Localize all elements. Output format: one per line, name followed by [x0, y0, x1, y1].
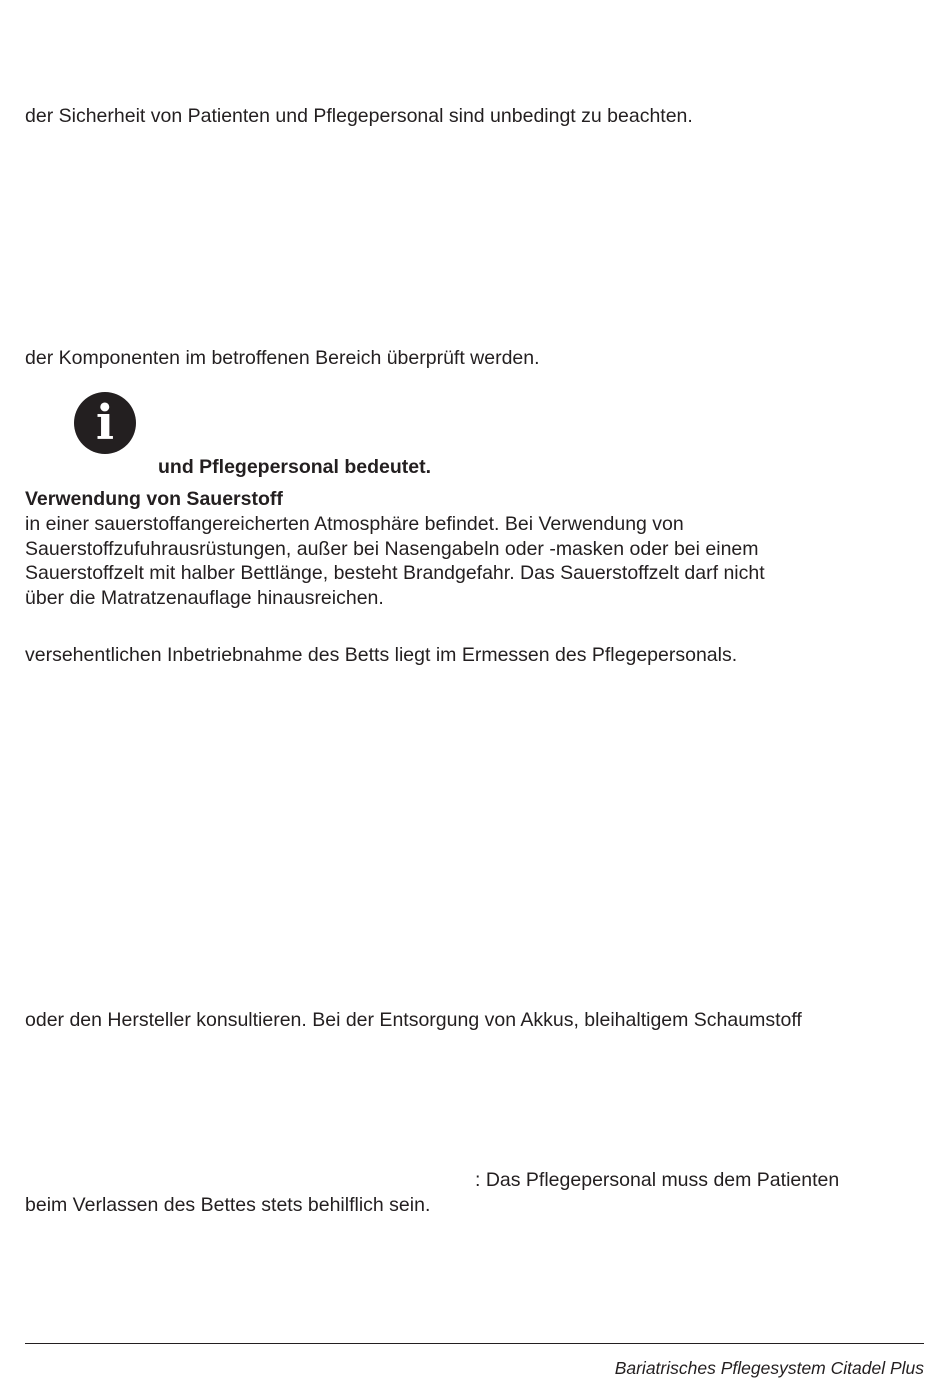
paragraph-components: der Komponenten im betroffenen Bereich überprüft werden. [25, 347, 540, 369]
information-icon: i [74, 392, 136, 454]
footer-divider [25, 1343, 924, 1344]
paragraph-assist-line-1: : Das Pflegepersonal muss dem Patienten [475, 1169, 840, 1191]
oxygen-line-1: in einer sauerstoffangereicherten Atmosphäre befindet. Bei Verwendung von [25, 513, 684, 535]
oxygen-line-3: Sauerstoffzelt mit halber Bettlänge, besteht Brandgefahr. Das Sauerstoffzelt darf nicht [25, 562, 765, 584]
paragraph-disposal: oder den Hersteller konsultieren. Bei der Entsorgung von Akkus, bleihaltigem Schaumstoff [25, 1009, 802, 1031]
info-note: und Pflegepersonal bedeutet. [158, 456, 432, 478]
oxygen-line-2: Sauerstoffzufuhrausrüstungen, außer bei Nasengabeln oder -masken oder bei einem [25, 538, 759, 560]
paragraph-assist-line-2: beim Verlassen des Bettes stets behilflich sein. [25, 1194, 431, 1216]
paragraph-safety: der Sicherheit von Patienten und Pflegepersonal sind unbedingt zu beachten. [25, 105, 693, 127]
oxygen-line-4: über die Matratzenauflage hinausreichen. [25, 587, 384, 609]
section-heading-oxygen: Verwendung von Sauerstoff [25, 488, 283, 510]
paragraph-operation: versehentlichen Inbetriebnahme des Betts liegt im Ermessen des Pflegepersonals. [25, 644, 738, 666]
footer-title: Bariatrisches Pflegesystem Citadel Plus [614, 1358, 924, 1378]
